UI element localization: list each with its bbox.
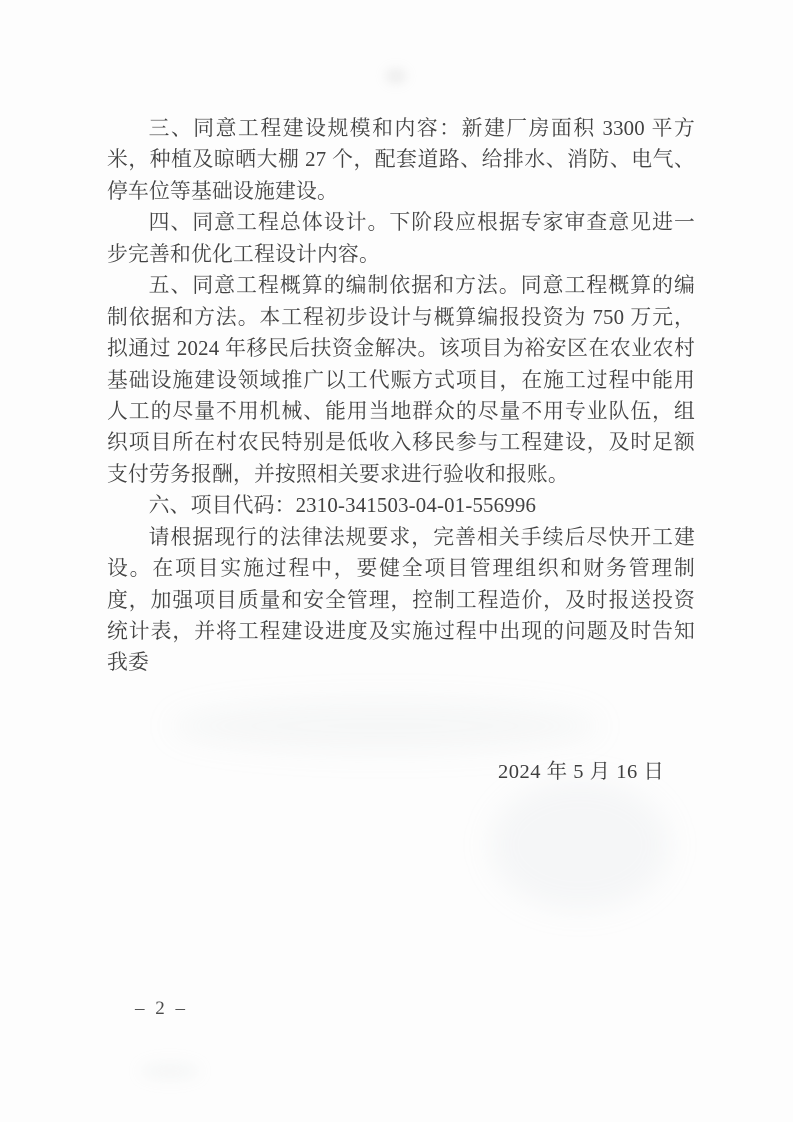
scan-smudge: [170, 700, 600, 752]
text-line: 步完善和优化工程设计内容。: [107, 242, 380, 266]
scan-smudge: [140, 1062, 200, 1080]
text-line: 四、同意工程总体设计。下阶段应根据专家审查意见进一: [148, 211, 695, 235]
text-line: 拟通过 2024 年移民后扶资金解决。该项目为裕安区在农业农村: [107, 337, 695, 361]
paragraph-item-five-budget-basis: [107, 270, 695, 490]
text-line: 三、同意工程建设规模和内容：新建厂房面积 3300 平方: [148, 117, 695, 140]
text-line: 请根据现行的法律法规要求，完善相关手续后尽快开工建: [148, 525, 695, 549]
text-line: 人工的尽量不用机械、能用当地群众的尽量不用专业队伍，组: [107, 399, 695, 423]
scan-smudge: [490, 780, 670, 910]
text-line: 六、项目代码：2310-341503-04-01-556996: [148, 494, 537, 518]
text-line: 度，加强项目质量和安全管理，控制工程造价，及时报送投资: [107, 588, 695, 612]
text-line: 基础设施建设领域推广以工代赈方式项目，在施工过程中能用: [107, 368, 695, 392]
text-line: 我委: [107, 651, 149, 675]
text-line: 停车位等基础设施建设。: [107, 179, 338, 203]
text-line: 设。在项目实施过程中，要健全项目管理组织和财务管理制: [107, 557, 695, 581]
paragraph-item-six-project-code: [107, 490, 695, 521]
text-line: 米，种植及晾晒大棚 27 个，配套道路、给排水、消防、电气、: [107, 148, 695, 172]
paragraph-item-four-overall-design: [107, 207, 695, 270]
document-date: 2024 年 5 月 16 日: [498, 761, 665, 783]
text-line: 支付劳务报酬，并按照相关要求进行验收和报账。: [107, 462, 569, 486]
document-body: [107, 113, 695, 679]
text-line: 制依据和方法。本工程初步设计与概算编报投资为 750 万元，: [107, 305, 695, 329]
text-line: 统计表，并将工程建设进度及实施过程中出现的问题及时告知: [107, 620, 695, 643]
text-line: 五、同意工程概算的编制依据和方法。同意工程概算的编: [148, 274, 695, 298]
paragraph-item-three-scale-and-content: [107, 113, 695, 207]
text-line: 织项目所在村农民特别是低收入移民参与工程建设，及时足额: [107, 431, 695, 455]
scan-smudge: [385, 68, 407, 84]
page-number: – 2 –: [135, 998, 188, 1019]
paragraph-closing-instructions: [107, 522, 695, 679]
